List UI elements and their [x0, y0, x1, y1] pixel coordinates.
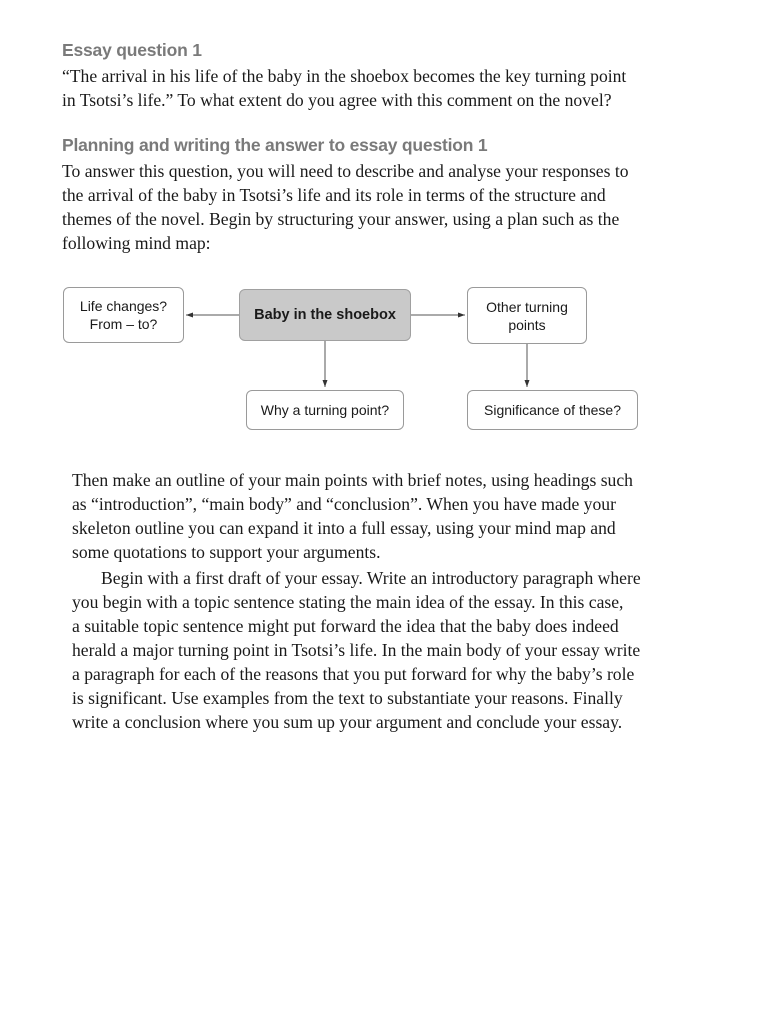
- outline-paragraph: [72, 468, 633, 564]
- draft-line: herald a major turning point in Tsotsi’s life. In the main body of your essay write: [72, 640, 641, 660]
- planning-line: following mind map:: [62, 233, 211, 253]
- draft-line: write a conclusion where you sum up your argument and conclude your essay.: [72, 712, 623, 732]
- essay-question-heading: Essay question 1: [62, 40, 202, 60]
- node-other-turning-points-line1: Other turning: [486, 298, 568, 315]
- draft-line: is significant. Use examples from the text to substantiate your reasons. Finally: [72, 688, 623, 708]
- node-baby-in-shoebox: [239, 289, 411, 341]
- node-life-changes-line2: From – to?: [89, 316, 158, 332]
- planning-paragraph: [62, 159, 629, 255]
- planning-heading: Planning and writing the answer to essay question 1: [62, 135, 488, 155]
- node-why-turning-point: [246, 390, 404, 430]
- planning-line: themes of the novel. Begin by structuring your answer, using a plan such as the: [62, 209, 620, 229]
- node-life-changes: [63, 287, 184, 343]
- node-other-turning-points: [467, 287, 587, 344]
- node-other-turning-points-line2: points: [508, 316, 546, 333]
- draft-paragraph: [72, 566, 641, 734]
- outline-line: some quotations to support your arguments.: [72, 542, 381, 562]
- planning-line: the arrival of the baby in Tsotsi’s life and its role in terms of the structure and: [62, 185, 606, 205]
- outline-line: Then make an outline of your main points with brief notes, using headings such: [72, 470, 633, 490]
- node-significance-label: Significance of these?: [484, 402, 621, 418]
- node-why-turning-point-label: Why a turning point?: [260, 402, 390, 418]
- outline-line: as “introduction”, “main body” and “conclusion”. When you have made your: [72, 494, 616, 514]
- essay-question-text: [62, 64, 626, 112]
- node-significance: [467, 390, 638, 430]
- planning-line: To answer this question, you will need to describe and analyse your responses to: [62, 161, 629, 181]
- draft-line: a suitable topic sentence might put forward the idea that the baby does indeed: [72, 616, 619, 636]
- question-line: “The arrival in his life of the baby in the shoebox becomes the key turning point: [62, 66, 627, 86]
- node-baby-in-shoebox-label: Baby in the shoebox: [254, 307, 396, 323]
- draft-line: a paragraph for each of the reasons that you put forward for why the baby’s role: [72, 664, 635, 684]
- draft-line: Begin with a first draft of your essay. Write an introductory paragraph where: [101, 568, 641, 588]
- outline-line: skeleton outline you can expand it into a full essay, using your mind map and: [72, 518, 616, 538]
- question-line: in Tsotsi’s life.” To what extent do you agree with this comment on the novel?: [62, 90, 612, 110]
- node-life-changes-line1: Life changes?: [79, 298, 168, 314]
- draft-line: you begin with a topic sentence stating the main idea of the essay. In this case,: [72, 592, 624, 612]
